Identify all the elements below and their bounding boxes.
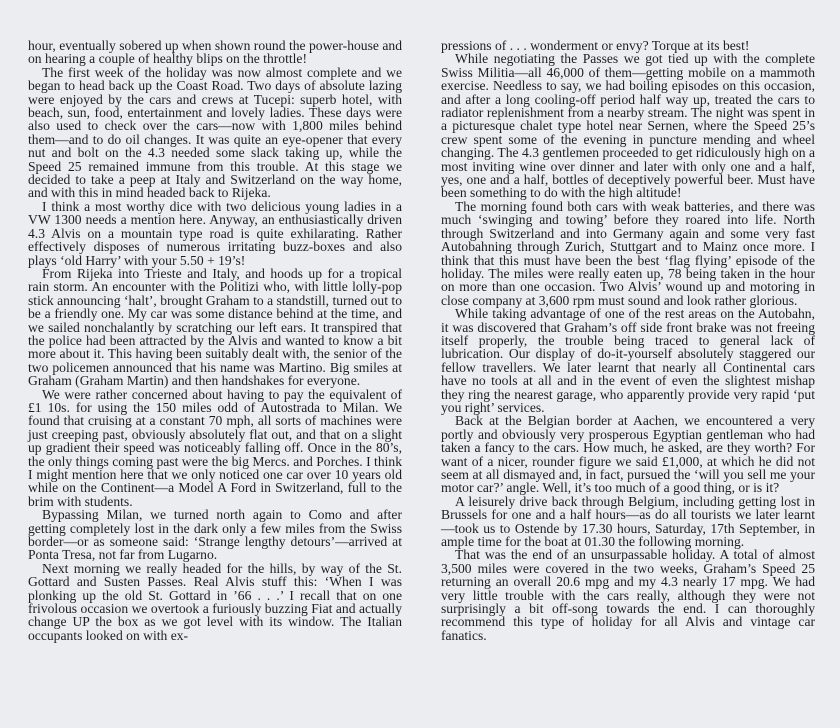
paragraph: While negotiating the Passes we got tied up with the complete Swiss Militia—all 46,000 of them—getting mobile on a mammoth exercise. Needless to say, we had boiling episodes on this occasion, and after a long cooling-off period half way up, treated the cars to radiator replenishment from a nearby stream. The night was spent in a picturesque chalet type hotel near Sernen, where the Speed 25’s crew spent some of the evening in puncture mending and wheel changing. The 4.3 gentlemen proceeded to get ridiculously high on a most inviting wine over dinner and later with only one and a half, yes, one and a half, bottles of deceptively powerful beer. Must have been something to do with the high altitude!	[441, 51, 815, 201]
paragraph: The first week of the holiday was now almost complete and we began to head back up the Coast Road. Two days of absolute lazing were enjoyed by the cars and crews at Tucepi: superb hotel, with beach, sun, food, entertainment and lovely ladies. These days were also used to check over the cars—now with 1,800 miles behind them—and to do oil changes. It was quite an eye-opener that every nut and bolt on the 4.3 needed some slack taking up, while the Speed 25 remained immune from this trouble. At this stage we decided to take a peep at Italy and Switzerland on the way home, and with this in mind headed back to Rijeka.	[28, 64, 402, 201]
paragraph: We were rather concerned about having to pay the equivalent of £1 10s. for using the 150 miles odd of Autostrada to Milan. We found that cruising at a constant 70 mph, all sorts of machines were just creeping past, obviously absolutely flat out, and that on a slight up gradient their speed was noticeably falling off. Once in the 80’s, the only things coming past were the big Mercs. and Porches. I think I might mention here that we only noticed one car over 10 years old while on the Continent—a Model A Ford in Switzerland, full to the brim with students.	[28, 386, 402, 509]
paragraph: pressions of . . . wonderment or envy? Torque at its best!	[441, 38, 750, 53]
left-text-column	[28, 39, 402, 642]
paragraph: Next morning we really headed for the hills, by way of the St. Gottard and Susten Passes. Real Alvis stuff this: ‘When I was plonking up the old St. Gottard in ’66 . . .’ I recall that on one frivolous occasion we overtook a furiously buzzing Fiat and actually change UP the box as we got level with its window. The Italian occupants looked on with ex-	[28, 560, 402, 643]
paragraph: A leisurely drive back through Belgium, including getting lost in Brussels for one and a half hours—as do all tourists we later learnt—took us to Ostende by 17.30 hours, Saturday, 17th September, in ample time for the boat at 01.30 the following morning.	[441, 493, 815, 550]
paragraph: Back at the Belgian border at Aachen, we encountered a very portly and obviously very prosperous Egyptian gentleman who had taken a fancy to the cars. How much, he asked, are they worth? For want of a nicer, rounder figure we said £1,000, at which he did not seem at all dismayed and, in fact, pursued the ‘will you sell me your motor car?’ angle. Well, it’s too much of a good thing, or is it?	[441, 413, 815, 496]
paragraph: The morning found both cars with weak batteries, and there was much ‘swinging and towing’ before they roared into life. North through Switzerland and into Germany again and some very fast Autobahning through Zurich, Stuttgart and to Mainz once more. I think that this must have been the best ‘flag flying’ episode of the holiday. The miles were really eaten up, 78 being taken in the hour on more than one occasion. Two Alvis’ wound up and motoring in close company at 3,600 rpm must sound and look rather glorious.	[441, 198, 815, 308]
paragraph: Bypassing Milan, we turned north again to Como and after getting completely lost in the dark only a few miles from the Swiss border—or as someone said: ‘Strange lengthy detours’—arrived at Ponta Tresa, not far from Lugarno.	[28, 507, 402, 563]
paragraph: I think a most worthy dice with two delicious young ladies in a VW 1300 needs a mention here. Anyway, an enthusiastically driven 4.3 Alvis on a mountain type road is quite exhilarating. Rather effectively disposes of numerous irritating buzz-boxes and also plays ‘old Harry’ with your 5.50 + 19’s!	[28, 198, 402, 268]
paragraph: While taking advantage of one of the rest areas on the Autobahn, it was discovered that Graham’s off side front brake was not freeing itself properly, the trouble being traced to general lack of lubrication. Our display of do-it-yourself absolutely staggered our fellow travellers. We later learnt that nearly all Continental cars have no tools at all and in the event of even the slightest mishap they ring the nearest garage, who apparently provide very rapid ‘put you right’ services.	[441, 306, 815, 415]
paragraph: hour, eventually sobered up when shown round the power-house and on hearing a couple of healthy blips on the throttle!	[28, 38, 402, 67]
paragraph: That was the end of an unsurpassable holiday. A total of almost 3,500 miles were covered in the two weeks, Graham’s Speed 25 returning an overall 20.6 mpg and my 4.3 nearly 17 mpg. We had very little trouble with the cars really, although they were not surprisingly a bit off-song towards the end. I can thoroughly recommend this type of holiday for all Alvis and vintage car fanatics.	[441, 547, 815, 643]
paragraph: From Rijeka into Trieste and Italy, and hoods up for a tropical rain storm. An encounter with the Politizi who, with little lolly-pop stick announcing ‘halt’, brought Graham to a standstill, turned out to be a friendly one. My car was some distance behind at the time, and we sailed nonchalantly by scratching our left ears. It transpired that the police had been attracted by the Alvis and wanted to know a bit more about it. This having been suitably dealt with, the senior of the two policemen announced that his name was Martino. Big smiles at Graham (Graham Martin) and then handshakes for everyone.	[28, 265, 402, 389]
right-text-column	[441, 39, 815, 642]
